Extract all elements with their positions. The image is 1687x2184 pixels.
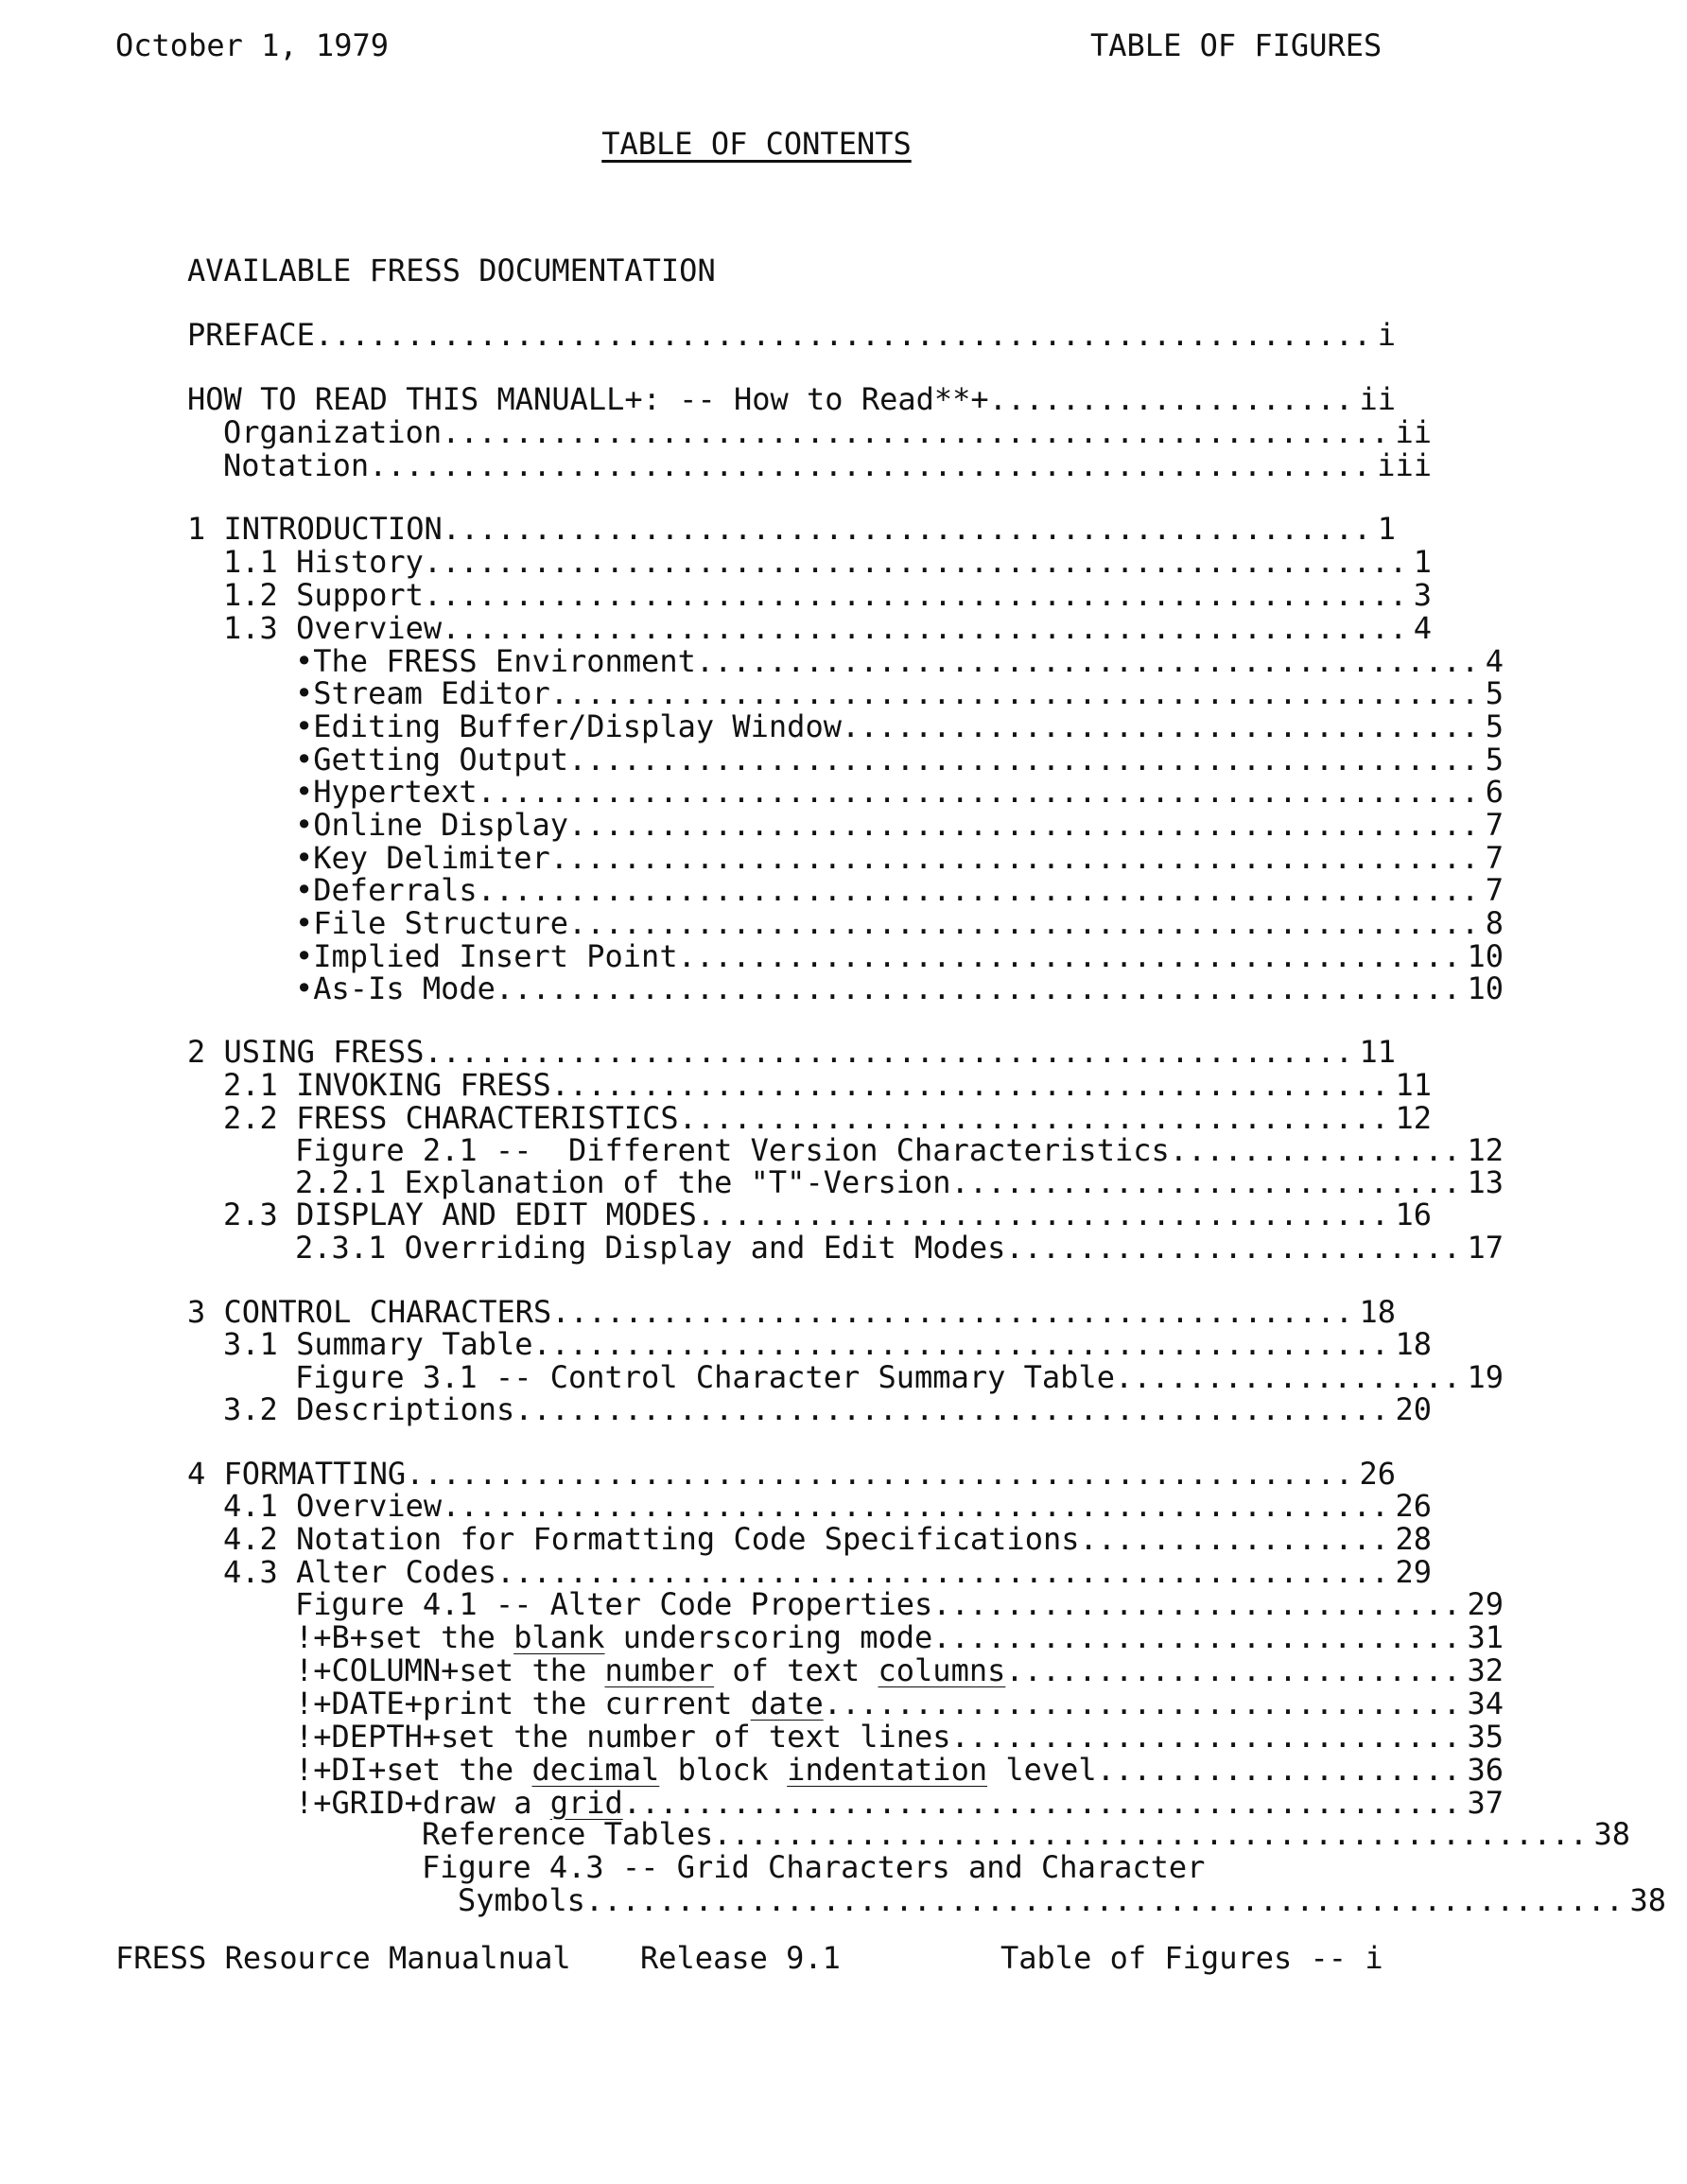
toc-label: Hypertext xyxy=(313,776,478,809)
toc-entry-introduction xyxy=(187,513,1396,546)
toc-label: Implied Insert Point xyxy=(313,940,678,973)
toc-label: Reference Tables xyxy=(422,1818,714,1851)
toc-entry-figure-3-1 xyxy=(187,1361,1504,1394)
toc-entry-invoking xyxy=(187,1069,1432,1102)
bullet-icon: • xyxy=(295,743,314,777)
alter-code: !+DEPTH+ xyxy=(295,1721,442,1754)
toc-page: 4 xyxy=(1485,645,1504,678)
toc-label: 1.2 Support xyxy=(223,579,424,612)
toc-label: HOW TO READ THIS MANUALL+: -- How to Read**+ xyxy=(187,383,989,416)
toc-entry-preface xyxy=(187,319,1396,352)
toc-page: 32 xyxy=(1467,1654,1504,1687)
toc-entry-code-di xyxy=(187,1754,1504,1787)
toc-page: 5 xyxy=(1485,710,1504,743)
toc-label: 4 FORMATTING xyxy=(187,1458,407,1491)
toc-label: draw a grid xyxy=(422,1787,623,1820)
toc-page: 37 xyxy=(1467,1787,1504,1820)
toc-page: 29 xyxy=(1395,1556,1432,1589)
toc-page: 38 xyxy=(1629,1884,1666,1917)
toc-entry-hypertext xyxy=(187,776,1504,809)
toc-entry-deferrals xyxy=(187,874,1504,907)
header-date: October 1, 1979 xyxy=(115,27,389,63)
toc-label: Figure 3.1 -- Control Character Summary Table xyxy=(295,1361,1115,1394)
bullet-icon: • xyxy=(295,645,314,678)
toc-page: 6 xyxy=(1485,776,1504,809)
toc-entry-figure-4-1 xyxy=(187,1588,1504,1621)
toc-entry-support xyxy=(187,579,1432,612)
bullet-icon: • xyxy=(295,940,314,973)
toc-page: 7 xyxy=(1485,874,1504,907)
toc-label: Organization xyxy=(223,416,443,449)
toc-page: 13 xyxy=(1467,1166,1504,1199)
toc-entry-stream-editor xyxy=(187,677,1504,710)
toc-label: 2.2 FRESS CHARACTERISTICS xyxy=(223,1102,679,1135)
toc-label: set the decimal block indentation level xyxy=(386,1754,1097,1787)
toc-entry-code-b xyxy=(187,1621,1504,1654)
toc-entry-descriptions xyxy=(187,1393,1432,1426)
toc-page: 7 xyxy=(1485,809,1504,842)
toc-label: Figure 4.1 -- Alter Code Properties xyxy=(295,1588,933,1621)
toc-entry-display-edit-modes xyxy=(187,1198,1432,1232)
toc-page: 26 xyxy=(1359,1458,1396,1491)
toc-entry-characteristics xyxy=(187,1102,1432,1135)
toc-page: 29 xyxy=(1467,1588,1504,1621)
toc-label: Notation xyxy=(223,449,370,482)
toc-label: 2 USING FRESS xyxy=(187,1036,425,1069)
toc-page: 36 xyxy=(1467,1754,1504,1787)
toc-entry-online-display xyxy=(187,809,1504,842)
toc-label: set the number of text columns xyxy=(459,1654,1006,1687)
toc-entry-overriding xyxy=(187,1232,1504,1265)
toc-page: 4 xyxy=(1413,612,1432,645)
toc-entry-getting-output xyxy=(187,743,1504,777)
toc-label: 2.1 INVOKING FRESS xyxy=(223,1069,551,1102)
toc-page: 1 xyxy=(1413,546,1432,579)
toc-page: 11 xyxy=(1359,1036,1396,1069)
toc-label: Getting Output xyxy=(313,743,568,777)
toc-label: 4.1 Overview xyxy=(223,1490,443,1523)
bullet-icon: • xyxy=(295,907,314,940)
toc-entry-how-to-read xyxy=(187,383,1396,416)
toc-page: 26 xyxy=(1395,1490,1432,1523)
toc-page: 3 xyxy=(1413,579,1432,612)
toc-label: As-Is Mode xyxy=(313,972,496,1005)
toc-entry-summary-table xyxy=(187,1328,1432,1361)
toc-page: 7 xyxy=(1485,842,1504,875)
bullet-icon: • xyxy=(295,842,314,875)
toc-label: 1.1 History xyxy=(223,546,424,579)
bullet-icon: • xyxy=(295,776,314,809)
toc-entry-code-date xyxy=(187,1687,1504,1721)
toc-label: print the current date xyxy=(422,1687,824,1721)
toc-page: 31 xyxy=(1467,1621,1504,1654)
toc-page: 17 xyxy=(1467,1232,1504,1265)
toc-label: 3 CONTROL CHARACTERS xyxy=(187,1296,552,1329)
toc-entry-figure-2-1 xyxy=(187,1134,1504,1167)
toc-label: Online Display xyxy=(313,809,568,842)
toc-entry-fress-environment xyxy=(187,645,1504,678)
toc-page: 16 xyxy=(1395,1198,1432,1232)
footer-release: Release 9.1 xyxy=(640,1940,841,1976)
toc-entry-alter-codes xyxy=(187,1556,1432,1589)
toc-entry-code-grid xyxy=(187,1787,1504,1820)
toc-label: 3.1 Summary Table xyxy=(223,1328,533,1361)
bullet-icon: • xyxy=(295,874,314,907)
toc-entry-organization xyxy=(187,416,1432,449)
toc-page: i xyxy=(1377,319,1396,352)
toc-label: 4.3 Alter Codes xyxy=(223,1556,496,1589)
toc-label: Figure 2.1 -- Different Version Characteristics xyxy=(295,1134,1170,1167)
bullet-icon: • xyxy=(295,972,314,1005)
toc-label: Key Delimiter xyxy=(313,842,550,875)
toc-page: 20 xyxy=(1395,1393,1432,1426)
toc-page: 12 xyxy=(1395,1102,1432,1135)
alter-code: !+COLUMN+ xyxy=(295,1654,460,1687)
toc-entry-key-delimiter xyxy=(187,842,1504,875)
toc-page: 5 xyxy=(1485,743,1504,777)
toc-entry-file-structure xyxy=(187,907,1504,940)
toc-entry-code-column xyxy=(187,1654,1504,1687)
toc-label: set the blank underscoring mode xyxy=(368,1621,933,1654)
alter-code: !+DATE+ xyxy=(295,1687,423,1721)
toc-label: Deferrals xyxy=(313,874,478,907)
toc-entry-reference-tables xyxy=(187,1818,1630,1851)
toc-label: Symbols xyxy=(458,1884,585,1917)
toc-entry-control-characters xyxy=(187,1296,1396,1329)
toc-page: 35 xyxy=(1467,1721,1504,1754)
toc-label: 1 INTRODUCTION xyxy=(187,513,443,546)
bullet-icon: • xyxy=(295,677,314,710)
toc-label: 3.2 Descriptions xyxy=(223,1393,515,1426)
toc-label: The FRESS Environment xyxy=(313,645,696,678)
toc-label: Stream Editor xyxy=(313,677,550,710)
toc-page: 5 xyxy=(1485,677,1504,710)
footer-manual: FRESS Resource Manualnual xyxy=(115,1940,571,1976)
toc-label: set the number of text lines xyxy=(441,1721,951,1754)
toc-page: ii xyxy=(1395,416,1432,449)
footer-page: Table of Figures -- i xyxy=(1000,1940,1383,1976)
alter-code: !+DI+ xyxy=(295,1754,387,1787)
toc-entry-explanation xyxy=(187,1166,1504,1199)
toc-entry-code-depth xyxy=(187,1721,1504,1754)
toc-entry-overview xyxy=(187,612,1432,645)
toc-page: 28 xyxy=(1395,1523,1432,1556)
toc-label: PREFACE xyxy=(187,319,315,352)
toc-label: Editing Buffer/Display Window xyxy=(313,710,842,743)
available-documentation: AVAILABLE FRESS DOCUMENTATION xyxy=(187,253,716,288)
toc-label: 2.3.1 Overriding Display and Edit Modes xyxy=(295,1232,1006,1265)
toc-page: 38 xyxy=(1593,1818,1630,1851)
alter-code: !+B+ xyxy=(295,1621,369,1654)
toc-page: 19 xyxy=(1467,1361,1504,1394)
toc-entry-notation xyxy=(187,449,1432,482)
page-title: TABLE OF CONTENTS xyxy=(601,126,912,162)
toc-entry-using-fress xyxy=(187,1036,1396,1069)
toc-label: File Structure xyxy=(313,907,568,940)
bullet-icon: • xyxy=(295,710,314,743)
header-section: TABLE OF FIGURES xyxy=(1090,27,1383,63)
toc-entry-formatting-overview xyxy=(187,1490,1432,1523)
toc-entry-history xyxy=(187,546,1432,579)
toc-page: 8 xyxy=(1485,907,1504,940)
toc-page: 11 xyxy=(1395,1069,1432,1102)
toc-page: 18 xyxy=(1359,1296,1396,1329)
toc-page: 10 xyxy=(1467,972,1504,1005)
alter-code: !+GRID+ xyxy=(295,1787,423,1820)
toc-page: ii xyxy=(1359,383,1396,416)
toc-page: 12 xyxy=(1467,1134,1504,1167)
toc-label: 2.3 DISPLAY AND EDIT MODES xyxy=(223,1198,697,1232)
bullet-icon: • xyxy=(295,809,314,842)
toc-entry-implied-insert xyxy=(187,940,1504,973)
toc-entry-formatting-notation xyxy=(187,1523,1432,1556)
toc-page: iii xyxy=(1377,449,1432,482)
toc-page: 18 xyxy=(1395,1328,1432,1361)
toc-entry-figure-4-3 xyxy=(187,1884,1666,1917)
toc-page: 10 xyxy=(1467,940,1504,973)
toc-page: 34 xyxy=(1467,1687,1504,1721)
toc-entry-figure-4-3-line1: Figure 4.3 -- Grid Characters and Character xyxy=(422,1849,1206,1885)
toc-label: 4.2 Notation for Formatting Code Specifications xyxy=(223,1523,1080,1556)
toc-label: 2.2.1 Explanation of the "T"-Version xyxy=(295,1166,951,1199)
toc-entry-formatting xyxy=(187,1458,1396,1491)
toc-page: 1 xyxy=(1377,513,1396,546)
toc-entry-editing-buffer xyxy=(187,710,1504,743)
toc-entry-as-is-mode xyxy=(187,972,1504,1005)
toc-label: 1.3 Overview xyxy=(223,612,443,645)
